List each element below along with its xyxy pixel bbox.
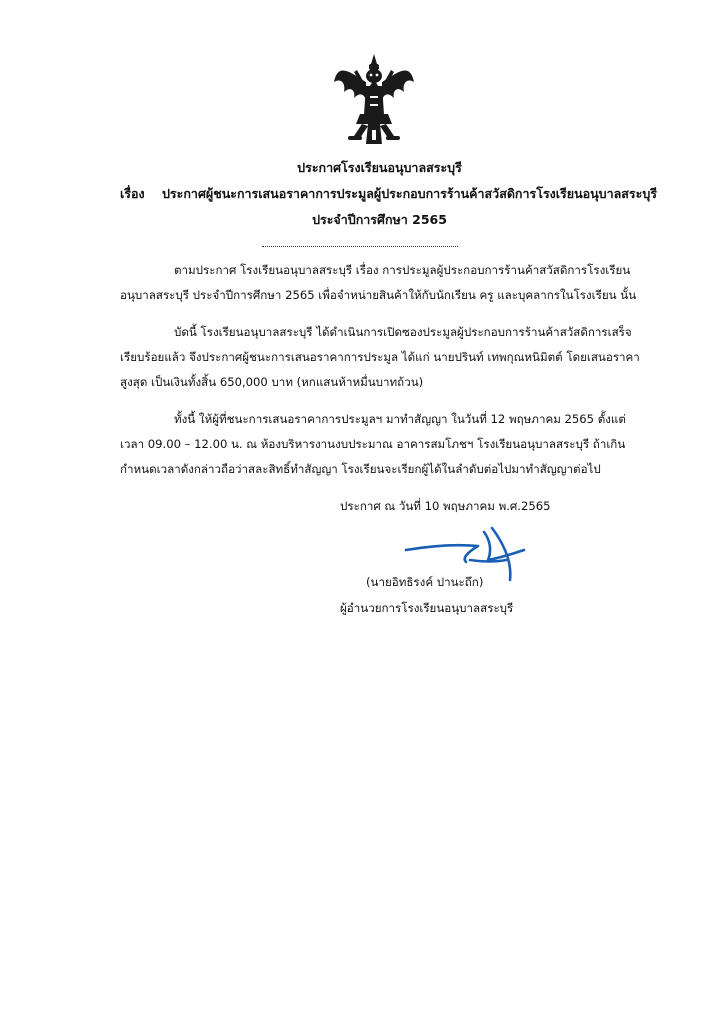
paragraph-1-line-2: อนุบาลสระบุรี ประจำปีการศึกษา 2565 เพื่อจำหน่ายสินค้าให้กับนักเรียน ครู และบุคลากรในโรงเรียน นั้น [120, 288, 637, 302]
announcement-title: ประกาศโรงเรียนอนุบาลสระบุรี [297, 160, 462, 175]
academic-year: ประจำปีการศึกษา 2565 [312, 212, 447, 227]
paragraph-2-line-2: เรียบร้อยแล้ว จึงประกาศผู้ชนะการเสนอราคาการประมูล ได้แก่ นายปรินท์ เทพกุณหนิมิตต์ โดยเสนอราคา [120, 350, 640, 364]
paragraph-1-line-1: ตามประกาศ โรงเรียนอนุบาลสระบุรี เรื่อง การประมูลผู้ประกอบการร้านค้าสวัสดิการโรงเรียน [174, 263, 631, 277]
subject-label: เรื่อง [120, 186, 145, 201]
signer-position: ผู้อำนวยการโรงเรียนอนุบาลสระบุรี [340, 601, 514, 615]
paragraph-2-line-3: สูงสุด เป็นเงินทั้งสิ้น 650,000 บาท (หกแสนห้าหมื่นบาทถ้วน) [120, 375, 424, 389]
paragraph-3-line-2: เวลา 09.00 – 12.00 น. ณ ห้องบริหารงานงบประมาณ อาคารสมโภชฯ โรงเรียนอนุบาลสระบุรี ถ้าเกิน [120, 437, 626, 451]
subject-text: ประกาศผู้ชนะการเสนอราคาการประมูลผู้ประกอบการร้านค้าสวัสดิการโรงเรียนอนุบาลสระบุรี [162, 186, 657, 201]
announcement-date: ประกาศ ณ วันที่ 10 พฤษภาคม พ.ศ.2565 [340, 499, 551, 513]
announcement-subject [120, 184, 680, 204]
divider-dotted [262, 246, 458, 247]
paragraph-2-line-1: บัดนี้ โรงเรียนอนุบาลสระบุรี ได้ดำเนินการเปิดซองประมูลผู้ประกอบการร้านค้าสวัสดิการเสร็จ [174, 325, 632, 339]
paragraph-3-line-1: ทั้งนี้ ให้ผู้ที่ชนะการเสนอราคาการประมูลฯ มาทำสัญญา ในวันที่ 12 พฤษภาคม 2565 ตั้งแต่ [174, 412, 626, 426]
paragraph-3-line-3: กำหนดเวลาดังกล่าวถือว่าสละสิทธิ์ทำสัญญา โรงเรียนจะเรียกผู้ได้ในลำดับต่อไปมาทำสัญญาต่อไป [120, 462, 601, 476]
garuda-emblem-icon [330, 52, 418, 148]
signer-name: (นายอิทธิรงค์ ปานะถึก) [366, 575, 484, 589]
